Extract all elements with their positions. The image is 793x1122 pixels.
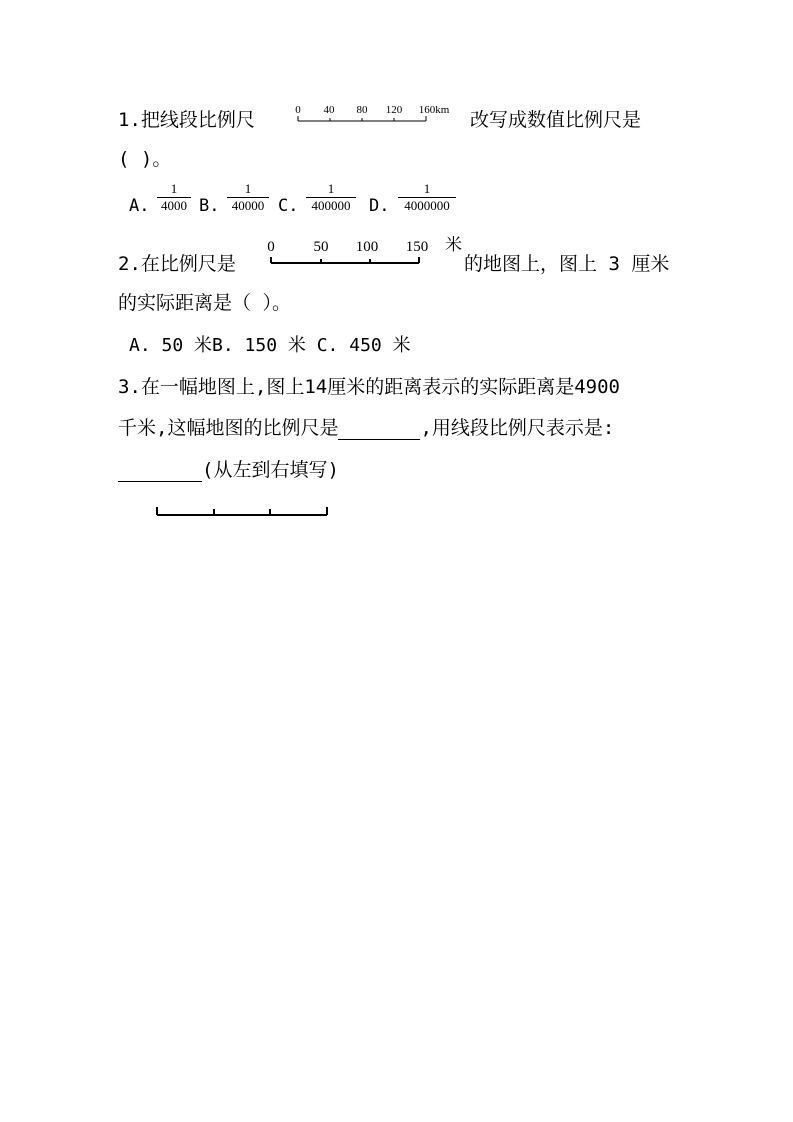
q1-option-c-numerator: 1 [327,181,335,196]
q1-scale-label-80: 80 [356,104,368,116]
q1-scale-label-160km: 160km [418,104,450,116]
q2-options: A. 50 米B. 150 米 C. 450 米 [129,335,411,356]
q1-option-b-letter: B. [199,196,220,216]
q2-line1-suffix: 的地图上，图上 3 厘米 [464,253,670,275]
q1-option-d-letter: D. [369,196,390,216]
q1-option-b-denominator: 40000 [231,198,265,213]
q1-scale-label-40: 40 [323,104,335,116]
q2-scale-unit: 米 [445,236,462,255]
q2-line2: 的实际距离是（ ）。 [118,292,291,314]
q1-option-c-fraction [306,182,356,213]
q1-option-a-numerator: 1 [170,181,178,196]
q2-line1-prefix: 2.在比例尺是 [118,253,236,275]
q1-scale-label-0: 0 [295,104,301,116]
q3-line3-text: (从左到右填写) [202,459,339,481]
q3-line2-text-b: ,用线段比例尺表示是: [420,417,615,439]
q1-line-scale [292,100,462,128]
q3-line2-text-a: 千米,这幅地图的比例尺是 [118,417,339,439]
q3-line1: 3.在一幅地图上,图上14厘米的距离表示的实际距离是4900 [118,376,620,398]
q2-scale-label-0: 0 [267,239,275,255]
q1-option-d-fraction [398,182,456,213]
q1-option-a-denominator: 4000 [161,198,187,213]
q3-line2 [118,416,614,440]
q1-line1-prefix: 1.把线段比例尺 [118,109,255,131]
q2-scale-label-150: 150 [405,239,429,255]
q1-option-c-letter: C. [278,196,299,216]
q2-line-scale [262,236,462,270]
q1-line2: ( )。 [118,148,172,170]
q1-option-c-denominator: 400000 [311,198,351,213]
q2-scale-label-100: 100 [355,239,379,255]
q1-option-b-numerator: 1 [244,181,252,196]
q1-option-a-letter: A. [129,196,150,216]
q3-line-scale-answer-blank[interactable] [118,463,202,482]
q1-option-b-fraction [227,182,269,213]
q1-line1-suffix: 改写成数值比例尺是 [470,109,642,131]
q1-scale-label-120: 120 [385,104,403,116]
q3-empty-line-scale [152,500,334,522]
q1-option-d-numerator: 1 [423,181,431,196]
q1-option-a-fraction [157,182,191,213]
q2-scale-label-50: 50 [313,239,329,255]
q3-scale-answer-blank[interactable] [338,421,420,440]
q3-line3 [118,458,339,482]
q1-option-d-denominator: 4000000 [404,198,450,213]
